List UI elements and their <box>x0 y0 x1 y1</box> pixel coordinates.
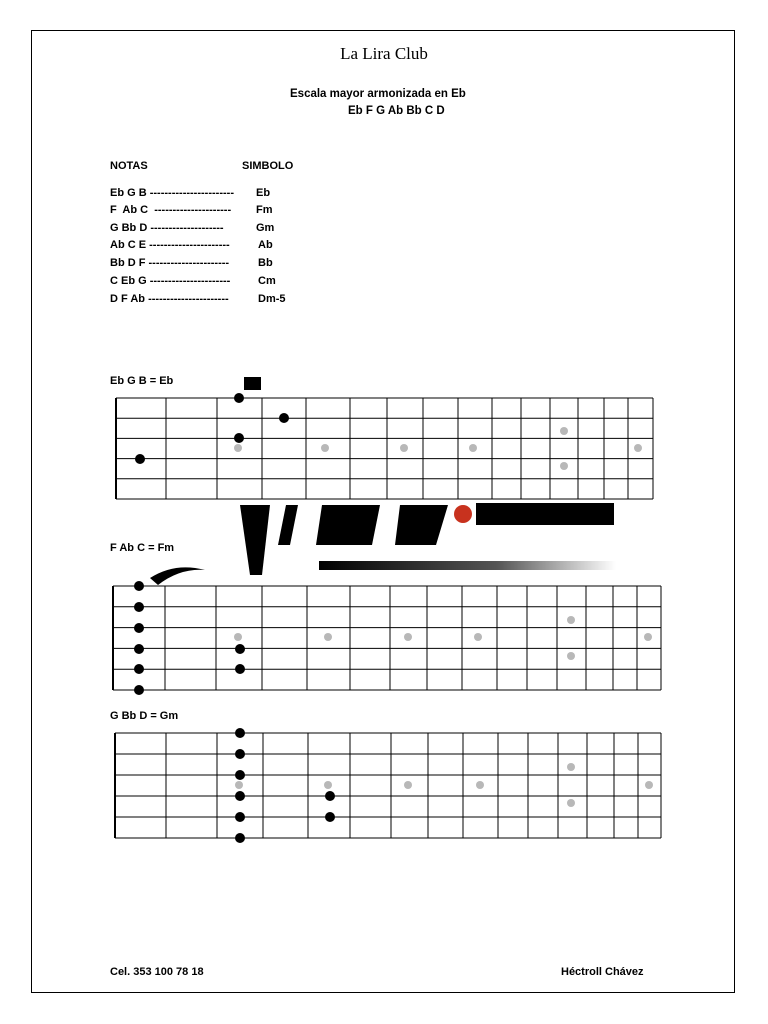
chord-symbol: Fm <box>256 204 273 216</box>
chord-symbol: Dm-5 <box>258 293 286 305</box>
chord-note-dot <box>235 749 245 759</box>
fret-marker-dot <box>567 799 575 807</box>
fret-marker-dot <box>567 616 575 624</box>
fret-marker-dot <box>234 633 242 641</box>
fret-marker-dot <box>634 444 642 452</box>
chord-note-dot <box>234 393 244 403</box>
footer-author: Héctroll Chávez <box>561 966 644 978</box>
scale-subtitle: Escala mayor armonizada en Eb <box>290 88 466 100</box>
chord-note-dot <box>134 623 144 633</box>
chord-note-dot <box>235 728 245 738</box>
chord-note-dot <box>135 454 145 464</box>
chord-note-dot <box>134 685 144 695</box>
chord-notes: C Eb G ---------------------- <box>110 275 231 287</box>
chord-note-dot <box>235 664 245 674</box>
notes-column-header: NOTAS <box>110 160 148 172</box>
fret-marker-dot <box>567 763 575 771</box>
chord-note-dot <box>325 791 335 801</box>
scale-notes: Eb F G Ab Bb C D <box>348 105 445 117</box>
fret-marker-dot <box>469 444 477 452</box>
chord-notes: G Bb D -------------------- <box>110 222 224 234</box>
chord-note-dot <box>134 644 144 654</box>
chord-note-dot <box>279 413 289 423</box>
chord-symbol: Bb <box>258 257 273 269</box>
symbol-column-header: SIMBOLO <box>242 160 294 172</box>
fret-marker-dot <box>234 444 242 452</box>
fret-marker-dot <box>235 781 243 789</box>
fret-marker-dot <box>404 781 412 789</box>
footer-phone: Cel. 353 100 78 18 <box>110 966 204 978</box>
chord-note-dot <box>235 644 245 654</box>
chord-notes: Bb D F ---------------------- <box>110 257 230 269</box>
chord-symbol: Cm <box>258 275 276 287</box>
chord-symbol: Eb <box>256 187 271 199</box>
fret-marker-dot <box>474 633 482 641</box>
chord-note-dot <box>235 833 245 843</box>
chord-note-dot <box>234 433 244 443</box>
fret-marker-dot <box>324 781 332 789</box>
chord-symbol: Ab <box>258 239 273 251</box>
chord-notes: D F Ab ---------------------- <box>110 293 229 305</box>
fret-marker-dot <box>404 633 412 641</box>
fret-marker-dot <box>567 652 575 660</box>
chord-notes: Ab C E ---------------------- <box>110 239 230 251</box>
chord-symbol: Gm <box>256 222 275 234</box>
fret-marker-dot <box>321 444 329 452</box>
fret-marker-dot <box>400 444 408 452</box>
fret-marker-dot <box>560 462 568 470</box>
chord-note-dot <box>134 664 144 674</box>
chord-note-dot <box>134 581 144 591</box>
fret-marker-dot <box>560 427 568 435</box>
fret-marker-dot <box>476 781 484 789</box>
chord-note-dot <box>325 812 335 822</box>
chord-note-dot <box>235 770 245 780</box>
page-title: La Lira Club <box>340 44 428 63</box>
diagram-label-gm: G Bb D = Gm <box>110 710 179 722</box>
chord-notes: F Ab C --------------------- <box>110 204 232 216</box>
chord-note-dot <box>235 791 245 801</box>
diagram-label-fm: F Ab C = Fm <box>110 542 175 554</box>
chord-notes: Eb G B ----------------------- <box>110 187 234 199</box>
chord-note-dot <box>134 602 144 612</box>
fret-marker-dot <box>645 781 653 789</box>
diagram-label-eb: Eb G B = Eb <box>110 375 174 387</box>
fret-marker-dot <box>324 633 332 641</box>
fret-marker-dot <box>644 633 652 641</box>
chord-note-dot <box>235 812 245 822</box>
